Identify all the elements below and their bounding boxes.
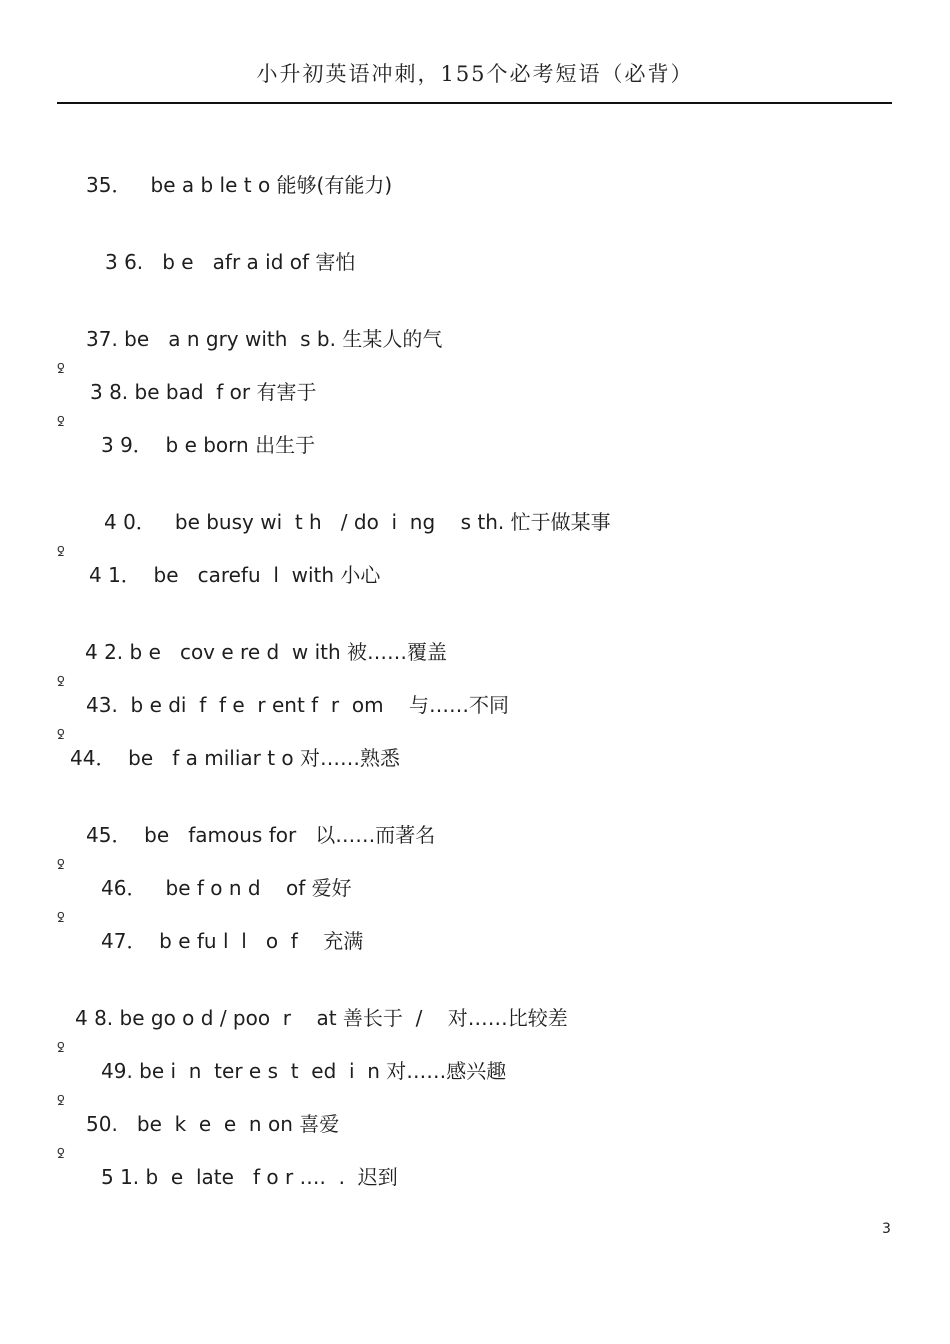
list-item: 43. b e di f f e r ent f r om 与……不同 bbox=[86, 693, 509, 717]
marker-icon: ꝿ bbox=[57, 858, 65, 873]
list-item: 5 1. b e late f o r …. . 迟到 bbox=[101, 1165, 398, 1189]
marker-icon: ꝿ bbox=[57, 1094, 65, 1109]
marker-icon: ꝿ bbox=[57, 728, 65, 743]
list-item: 4 8. be go o d / poo r at 善长于 / 对……比较差 bbox=[75, 1006, 568, 1030]
list-item: 44． be f a miliar t o 对……熟悉 bbox=[70, 746, 401, 770]
marker-icon: ꝿ bbox=[57, 1041, 65, 1056]
marker-icon: ꝿ bbox=[57, 415, 65, 430]
list-item: 4 0． be busy wi t h / do i ng s th. 忙于做某事 bbox=[104, 510, 611, 534]
list-item: 4 2. b e cov e re d w ith 被……覆盖 bbox=[85, 640, 448, 664]
list-item: 37. be a n gry with s b. 生某人的气 bbox=[86, 327, 443, 351]
page-title: 小升初英语冲刺，155个必考短语（必背） bbox=[256, 62, 694, 86]
list-item: 4 1． be carefu l with 小心 bbox=[89, 563, 381, 587]
header-divider bbox=[57, 102, 892, 104]
list-item: 46． be f o n d of 爱好 bbox=[101, 876, 352, 900]
marker-icon: ꝿ bbox=[57, 545, 65, 560]
marker-icon: ꝿ bbox=[57, 911, 65, 926]
marker-icon: ꝿ bbox=[57, 675, 65, 690]
list-item: 3 9． b e born 出生于 bbox=[101, 433, 316, 457]
list-item: 47． b e fu l l o f 充满 bbox=[101, 929, 364, 953]
marker-icon: ꝿ bbox=[57, 362, 65, 377]
list-item: 45． be famous for 以……而著名 bbox=[86, 823, 436, 847]
list-item: 49. be i n ter e s t ed i n 对……感兴趣 bbox=[101, 1059, 507, 1083]
list-item: 3 8. be bad f or 有害于 bbox=[90, 380, 317, 404]
page-number: 3 bbox=[882, 1221, 891, 1237]
list-item: 3 6. b e afr a id of 害怕 bbox=[105, 250, 356, 274]
list-item: 50. be k e e n on 喜爱 bbox=[86, 1112, 340, 1136]
marker-icon: ꝿ bbox=[57, 1147, 65, 1162]
list-item: 35． be a b le t o 能够(有能力) bbox=[86, 173, 393, 197]
